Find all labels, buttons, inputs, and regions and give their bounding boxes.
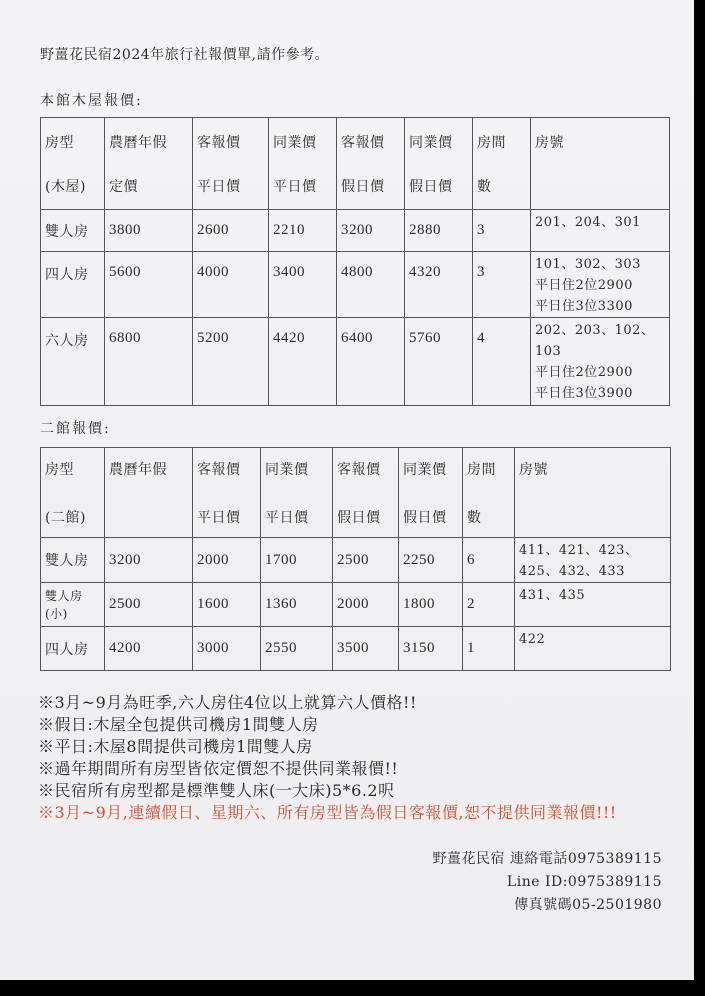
section2-table — [40, 447, 671, 671]
price-trade-weekday: 1360 — [261, 583, 333, 627]
section2-header-row — [41, 448, 671, 538]
header-cust-weekday: 客報價 — [197, 134, 241, 151]
table-row — [41, 210, 670, 252]
room-count: 2 — [463, 583, 515, 627]
header-trade-holiday-sub: 假日價 — [409, 178, 453, 195]
header-cust-holiday-sub: 假日價 — [341, 178, 385, 195]
room-count: 1 — [463, 627, 515, 671]
price-trade-holiday: 3150 — [399, 627, 463, 671]
table-row — [41, 252, 670, 318]
price-cust-weekday: 3000 — [193, 627, 261, 671]
header-trade-weekday: 同業價 — [273, 134, 317, 151]
table-row — [41, 583, 671, 627]
room-count: 4 — [473, 318, 531, 406]
header-room-type: 房型 — [45, 134, 74, 151]
price-cust-holiday: 2000 — [333, 583, 399, 627]
price-cust-weekday: 2000 — [193, 538, 261, 583]
header-lny-sub: 定價 — [109, 178, 138, 195]
contact-block — [432, 848, 662, 917]
price-lny: 4200 — [105, 627, 193, 671]
header-room-numbers: 房號 — [519, 461, 548, 478]
room-numbers: 201、204、301 — [531, 210, 670, 252]
header-trade-weekday-sub: 平日價 — [265, 509, 309, 526]
header-trade-holiday: 同業價 — [403, 461, 447, 478]
price-trade-weekday: 3400 — [269, 252, 337, 318]
price-cust-holiday: 3200 — [337, 210, 405, 252]
note-item: ※民宿所有房型都是標準雙人床(一大床)5*6.2呎 — [38, 781, 395, 800]
header-cust-holiday: 客報價 — [341, 134, 385, 151]
note-item: ※平日:木屋8間提供司機房1間雙人房 — [38, 737, 313, 756]
price-trade-holiday: 1800 — [399, 583, 463, 627]
room-numbers: 422 — [515, 627, 671, 671]
header-lny: 農曆年假 — [109, 134, 167, 151]
price-lny: 3800 — [105, 210, 193, 252]
header-room-count-sub: 數 — [477, 178, 492, 195]
table-row — [41, 627, 671, 671]
room-type: 雙人房 — [41, 210, 105, 252]
header-cust-weekday-sub: 平日價 — [197, 509, 241, 526]
section1-table — [40, 117, 670, 406]
price-cust-holiday: 6400 — [337, 318, 405, 406]
header-cust-holiday-sub: 假日價 — [337, 509, 381, 526]
room-type: 四人房 — [41, 252, 105, 318]
room-type: 四人房 — [41, 627, 105, 671]
price-cust-holiday: 4800 — [337, 252, 405, 318]
header-cust-holiday: 客報價 — [337, 461, 381, 478]
price-cust-holiday: 3500 — [333, 627, 399, 671]
header-room-type-sub: (木屋) — [45, 178, 86, 195]
price-lny: 3200 — [105, 538, 193, 583]
room-numbers: 101、302、303 平日住2位2900 平日住3位3300 — [531, 252, 670, 318]
price-lny: 5600 — [105, 252, 193, 318]
room-numbers: 411、421、423、 425、432、433 — [515, 538, 671, 583]
room-type: 六人房 — [41, 318, 105, 406]
note-item: ※過年期間所有房型皆依定價恕不提供同業報價!! — [38, 759, 399, 778]
price-trade-weekday: 2550 — [261, 627, 333, 671]
room-type: 雙人房 — [41, 538, 105, 583]
note-item: ※3月~9月為旺季,六人房住4位以上就算六人價格!! — [38, 693, 417, 712]
price-trade-weekday: 4420 — [269, 318, 337, 406]
room-count: 6 — [463, 538, 515, 583]
room-numbers: 431、435 — [515, 583, 671, 627]
header-trade-weekday: 同業價 — [265, 461, 309, 478]
room-count: 3 — [473, 210, 531, 252]
document-title: 野薑花民宿2024年旅行社報價單,請作參考。 — [40, 47, 330, 63]
header-room-type-sub: (二館) — [45, 509, 86, 526]
price-cust-weekday: 5200 — [193, 318, 269, 406]
price-trade-weekday: 2210 — [269, 210, 337, 252]
price-lny: 2500 — [105, 583, 193, 627]
price-trade-holiday: 4320 — [405, 252, 473, 318]
header-room-numbers: 房號 — [535, 134, 564, 151]
header-room-type: 房型 — [45, 461, 74, 478]
price-trade-holiday: 2250 — [399, 538, 463, 583]
price-lny: 6800 — [105, 318, 193, 406]
header-trade-weekday-sub: 平日價 — [273, 178, 317, 195]
price-cust-weekday: 1600 — [193, 583, 261, 627]
header-lny: 農曆年假 — [109, 461, 167, 478]
contact-fax: 傳真號碼05-2501980 — [514, 897, 662, 913]
price-trade-holiday: 2880 — [405, 210, 473, 252]
note-item-red: ※3月~9月,連續假日、星期六、所有房型皆為假日客報價,恕不提供同業報價!!! — [38, 803, 617, 822]
room-numbers: 202、203、102、 103 平日住2位2900 平日住3位3900 — [531, 318, 670, 406]
contact-line-id: Line ID:0975389115 — [506, 874, 662, 890]
header-room-count-sub: 數 — [467, 509, 482, 526]
price-cust-weekday: 2600 — [193, 210, 269, 252]
section2-heading: 二館報價: — [40, 421, 111, 437]
notes-block — [38, 692, 678, 824]
header-cust-weekday: 客報價 — [197, 461, 241, 478]
header-room-count: 房間 — [477, 134, 506, 151]
header-room-count: 房間 — [467, 461, 496, 478]
price-cust-weekday: 4000 — [193, 252, 269, 318]
section1-heading: 本館木屋報價: — [40, 93, 143, 109]
contact-phone: 野薑花民宿 連絡電話0975389115 — [432, 851, 662, 867]
table-row — [41, 318, 670, 406]
section1-header-row — [41, 118, 670, 210]
room-type: 雙人房 (小) — [41, 583, 105, 627]
room-count: 3 — [473, 252, 531, 318]
price-trade-weekday: 1700 — [261, 538, 333, 583]
note-item: ※假日:木屋全包提供司機房1間雙人房 — [38, 715, 319, 734]
price-cust-holiday: 2500 — [333, 538, 399, 583]
header-trade-holiday-sub: 假日價 — [403, 509, 447, 526]
price-trade-holiday: 5760 — [405, 318, 473, 406]
table-row — [41, 538, 671, 583]
header-cust-weekday-sub: 平日價 — [197, 178, 241, 195]
header-trade-holiday: 同業價 — [409, 134, 453, 151]
